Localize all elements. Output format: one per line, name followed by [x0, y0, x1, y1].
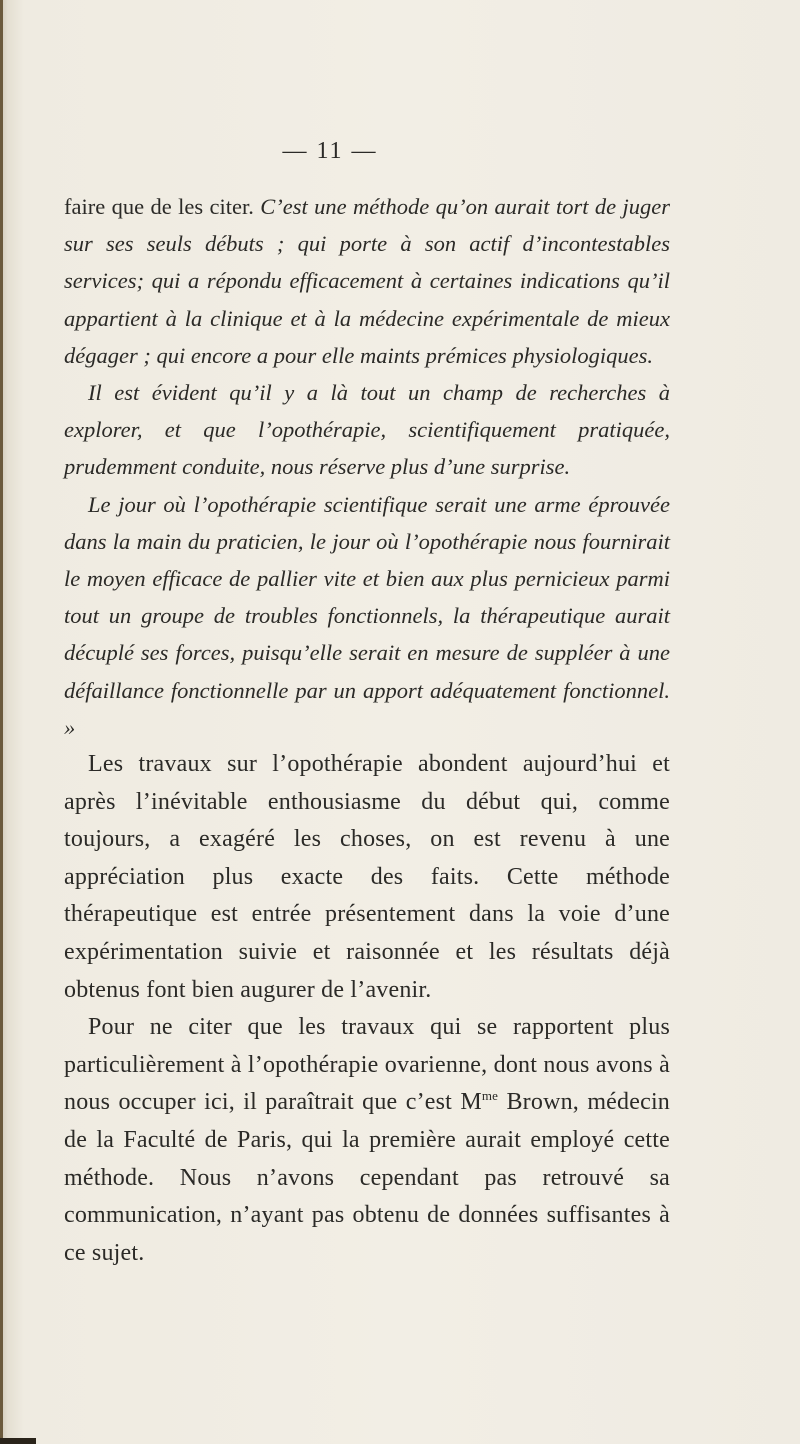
paragraph-1	[64, 188, 670, 374]
paragraph-5-after: Brown, médecin de la Faculté de Paris, qui la première aurait employé cette méthode. Nous n’avons cependant pas retrouvé sa communication, n’ayant pas obtenu de données suffisantes à ce sujet.	[64, 1089, 671, 1266]
paragraph-3: Le jour où l’opothérapie scientifique serait une arme éprouvée dans la main du praticien, le jour où l’opothérapie nous fournirait le moyen efficace de pallier vite et bien aux plus pernicieux parmi tout un groupe de troubles fonctionnels, la thérapeutique aurait décuplé ses forces, puisqu’elle serait en mesure de suppléer à une défaillance fonctionnelle par un apport adéquatement fonctionnel. »	[64, 491, 670, 740]
paragraph-5	[64, 1009, 670, 1272]
page-number: — 11 —	[282, 138, 378, 164]
paragraph-2: Il est évident qu’il y a là tout un champ de recherches à explorer, et que l’opothérapie, scientifiquement pratiquée, prudemment conduite, nous réserve plus d’une surprise.	[64, 380, 670, 480]
body-text	[64, 188, 670, 1272]
paragraph-5-before: Pour ne citer que les travaux qui se rapportent plus particulièrement à l’opothérapie ovarienne, dont nous avons à nous occuper ici, il paraîtrait que c’est M	[64, 1014, 670, 1116]
paragraph-5-superscript: me	[481, 1088, 499, 1104]
paragraph-1-quote: C’est une méthode qu’on aurait tort de juger sur ses seuls débuts ; qui porte à son actif d’incontestables services; qui a répondu efficacement à certaines indications qu’il appartient à la clinique et à la médecine expérimentale de mieux dégager ; qui encore a pour elle maints prémices physiologiques.	[64, 194, 670, 368]
paragraph-1-lead: faire que de les citer.	[64, 194, 261, 219]
paragraph-4: Les travaux sur l’opothérapie abondent aujourd’hui et après l’inévitable enthousiasme du début qui, comme toujours, a exagéré les choses, on est revenu à une appréciation plus exacte des faits. Cette méthode thérapeutique est entrée présentement dans la voie d’une expérimentation suivie et raisonnée et les résultats déjà obtenus font bien augurer de l’avenir.	[64, 751, 670, 1003]
